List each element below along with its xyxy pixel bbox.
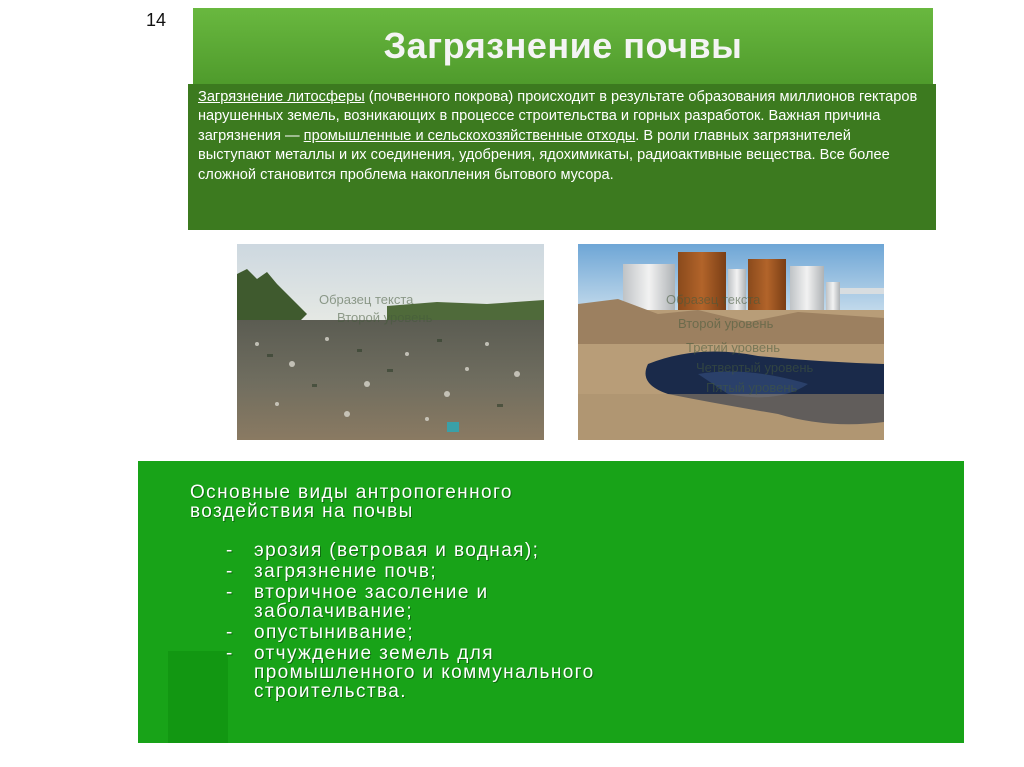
- bullet-dash: -: [226, 540, 234, 561]
- list-item-text: заболачивание;: [254, 601, 414, 622]
- impact-types-box: [138, 461, 964, 743]
- bullet-dash: -: [226, 622, 234, 643]
- list-item-text: опустынивание;: [254, 622, 415, 643]
- intro-text-part: . В роли главных загрязнителей выступают металлы и их соединения, удобрения, ядохимикаты, радиоактивные вещества. Все более сложной становится проблема накопления бытового мусора.: [198, 127, 890, 183]
- intro-term-waste: промышленные и сельскохозяйственные отходы: [303, 127, 636, 144]
- list-item: [226, 644, 595, 701]
- impact-heading: [190, 483, 790, 521]
- impact-heading-line: Основные виды антропогенного: [190, 482, 513, 503]
- bullet-dash: -: [226, 582, 234, 603]
- intro-text-part: (почвенного покрова) происходит в результате образования миллионов гектаров нарушенных земель, возникающих в процессе строительства и горных разработок. Важная причина загрязнения —: [198, 89, 918, 144]
- ghost-text: Четвертый уровень: [696, 360, 814, 375]
- list-item-text: эрозия (ветровая и водная);: [254, 540, 540, 561]
- ghost-text: Пятый уровень: [706, 380, 798, 395]
- list-item-text: строительства.: [254, 681, 407, 702]
- intro-term-lithosphere: Загрязнение литосферы: [198, 89, 365, 105]
- list-item-text: отчуждение земель для: [254, 643, 494, 664]
- ghost-text: Третий уровень: [686, 340, 781, 355]
- list-item: [226, 583, 595, 621]
- decorative-shade: [168, 651, 228, 743]
- impact-heading-line: воздействия на почвы: [190, 501, 414, 522]
- title-bar: [193, 8, 933, 84]
- impact-list: [226, 541, 595, 703]
- oil-pollution-photo: [578, 244, 884, 440]
- slide-number: 14: [146, 10, 167, 30]
- ghost-text: Образец текста: [319, 292, 414, 307]
- list-item: [226, 541, 595, 560]
- slide-title: Загрязнение почвы: [383, 25, 743, 66]
- ghost-text: Второй уровень: [678, 316, 774, 331]
- list-item: [226, 562, 595, 581]
- ghost-text: Второй уровень: [337, 310, 433, 325]
- list-item: [226, 623, 595, 642]
- list-item-text: вторичное засоление и: [254, 582, 489, 603]
- list-item-text: промышленного и коммунального: [254, 662, 595, 683]
- intro-text-box: [188, 84, 936, 230]
- ghost-text: Образец текста: [666, 292, 761, 307]
- list-item-text: загрязнение почв;: [254, 561, 438, 582]
- bullet-dash: -: [226, 643, 234, 664]
- bullet-dash: -: [226, 561, 234, 582]
- landfill-photo: [237, 244, 544, 440]
